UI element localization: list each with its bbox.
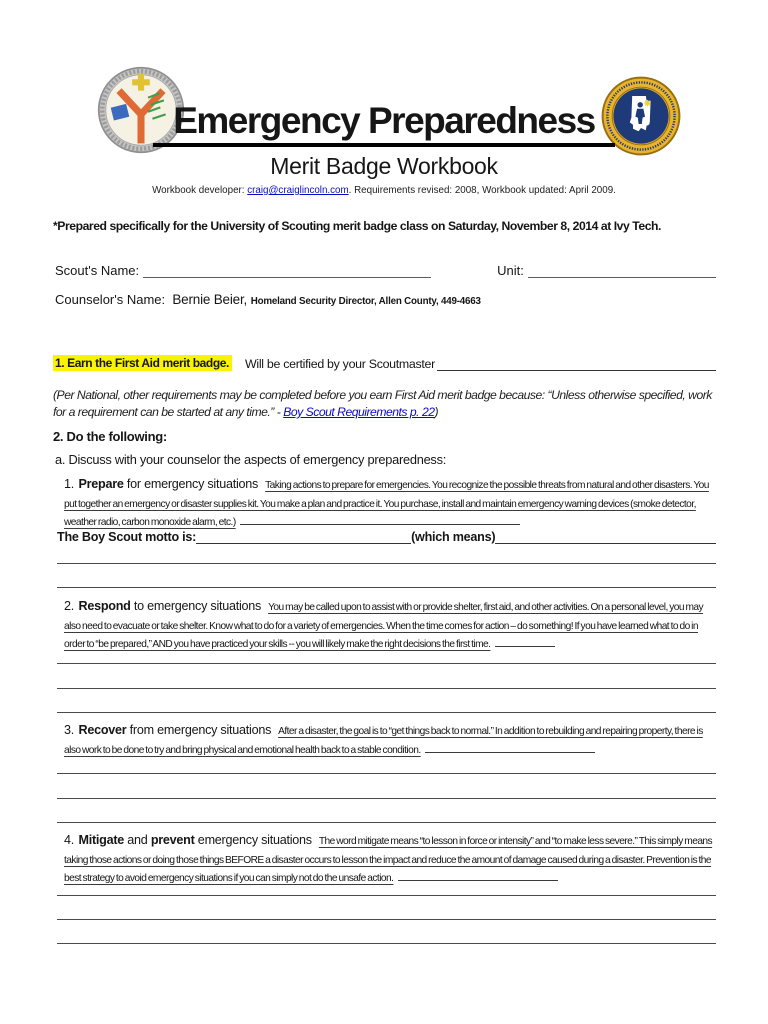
counselor-row <box>55 292 481 307</box>
page-subtitle: Merit Badge Workbook <box>270 153 498 179</box>
item-mitigate: 4. Mitigate and prevent emergency situations The word mitigate means “to lesson in force or intensity” and “to make less severe.” This simply means taking those actions or doing those things BEFORE a disaster occurs to lesson the impact and reduce the amount of damage caused during a disaster. Prevention is the best strategy to avoid emergency situations if you can simply not do the unsafe action. <box>64 833 713 884</box>
developer-prefix: Workbook developer: <box>152 185 248 196</box>
blank-line <box>57 822 716 823</box>
requirement-1-highlight: 1. Earn the First Aid merit badge. <box>53 355 232 371</box>
blank-line <box>57 773 716 774</box>
developer-line <box>0 185 768 196</box>
requirement-2a-text: a. Discuss with your counselor the aspects of emergency preparedness: <box>55 452 447 467</box>
item-respond-keyword: Respond <box>78 599 131 613</box>
item-mitigate-keyword-2: prevent <box>150 833 195 847</box>
scout-name-label: Scout's Name: <box>55 263 140 278</box>
item-recover-keyword: Recover <box>78 723 127 737</box>
blank-line <box>57 587 716 588</box>
item-recover <box>64 722 718 759</box>
unit-line <box>528 263 716 278</box>
requirement-2-heading: 2. Do the following: <box>53 429 167 444</box>
item-recover-heading: from emergency situations <box>126 723 272 737</box>
item-respond <box>64 598 718 654</box>
item-recover-description: After a disaster, the goal is to “get things back to normal.” In addition to rebuilding and repairing property, there is also work to be done to try and bring physical and emotional health back to a stable condition. <box>64 726 703 756</box>
scout-name-row <box>55 263 716 278</box>
counselor-label: Counselor's Name: <box>55 292 166 307</box>
fill-in-line <box>425 742 595 753</box>
blank-line <box>57 943 716 944</box>
blank-line <box>57 919 716 920</box>
requirement-1-note <box>53 387 718 421</box>
item-respond-description: You may be called upon to assist with or provide shelter, first aid, and other activities. On a personal level, you may also need to evacuate or take shelter. Know what to do for a variety of emergencies. When the time comes for action – do something! If you have learned what to do in order to “be prepared,” AND you have practiced your skills -- you will likely make the right decisions the first time. <box>64 602 704 650</box>
item-respond-number: 2. <box>64 599 75 613</box>
item-respond-heading: to emergency situations <box>130 599 262 613</box>
item-mitigate-description: The word mitigate means “to lesson in force or intensity” and “to make less severe.” This simply means taking those actions or doing those things BEFORE a disaster occurs to lesson the impact and reduce the amount of damage caused during a disaster. Prevention is the best strategy to avoid emergency situations if you can simply not do the unsafe action. <box>64 836 713 884</box>
item-prepare-heading: for emergency situations <box>123 477 259 491</box>
motto-label: The Boy Scout motto is: <box>57 530 197 544</box>
unit-label: Unit: <box>497 263 524 278</box>
motto-line <box>196 528 411 544</box>
note-text-1: (Per National, other requirements may be completed before you earn First Aid merit badge because: “Unless otherwise specified, work for a requirement can be started at any time.” - <box>53 388 712 419</box>
item-mitigate-keyword: Mitigate <box>78 833 125 847</box>
item-mitigate-number: 4. <box>64 833 75 847</box>
scoutmaster-signature-line <box>437 356 716 371</box>
blank-line <box>57 712 716 713</box>
which-means-label: (which means) <box>411 530 496 544</box>
blank-line <box>57 798 716 799</box>
blank-line <box>57 895 716 896</box>
page-title: Emergency Preparedness <box>0 100 768 147</box>
developer-email-link[interactable]: craig@craiglincoln.com <box>247 185 349 196</box>
fill-in-line <box>240 514 520 525</box>
item-mitigate-heading: emergency situations <box>194 833 312 847</box>
blank-line <box>57 688 716 689</box>
requirement-1-certify-text: Will be certified by your Scoutmaster <box>245 357 435 371</box>
item-prepare-description: Taking actions to prepare for emergencies. You recognize the possible threats from natural and other disasters. You put together an emergency or disaster supplies kit. You make a plan and practice it. You purchase, install and maintain emergency warning devices (smoke detector, weather radio, carbon monoxide alarm, etc.) <box>64 480 709 528</box>
blank-line <box>57 563 716 564</box>
which-means-line <box>495 528 716 544</box>
counselor-name: Bernie Beier, <box>172 292 248 307</box>
motto-row <box>57 528 716 544</box>
item-recover-number: 3. <box>64 723 75 737</box>
blank-line <box>57 663 716 664</box>
fill-in-line <box>495 636 555 647</box>
prepared-note: *Prepared specifically for the University of Scouting merit badge class on Saturday, November 8, 2014 at Ivy Tech. <box>53 219 661 233</box>
fill-in-line <box>398 870 558 881</box>
counselor-title: Homeland Security Director, Allen County, 449-4663 <box>250 296 481 307</box>
note-text-2: ) <box>434 405 439 419</box>
item-prepare-keyword: Prepare <box>78 477 124 491</box>
item-prepare-number: 1. <box>64 477 75 491</box>
boy-scout-requirements-link[interactable]: Boy Scout Requirements p. 22 <box>283 405 435 419</box>
requirement-1-row <box>53 355 716 371</box>
developer-suffix: . Requirements revised: 2008, Workbook updated: April 2009. <box>348 185 616 196</box>
scout-name-line <box>143 263 431 278</box>
item-prepare <box>64 476 718 532</box>
